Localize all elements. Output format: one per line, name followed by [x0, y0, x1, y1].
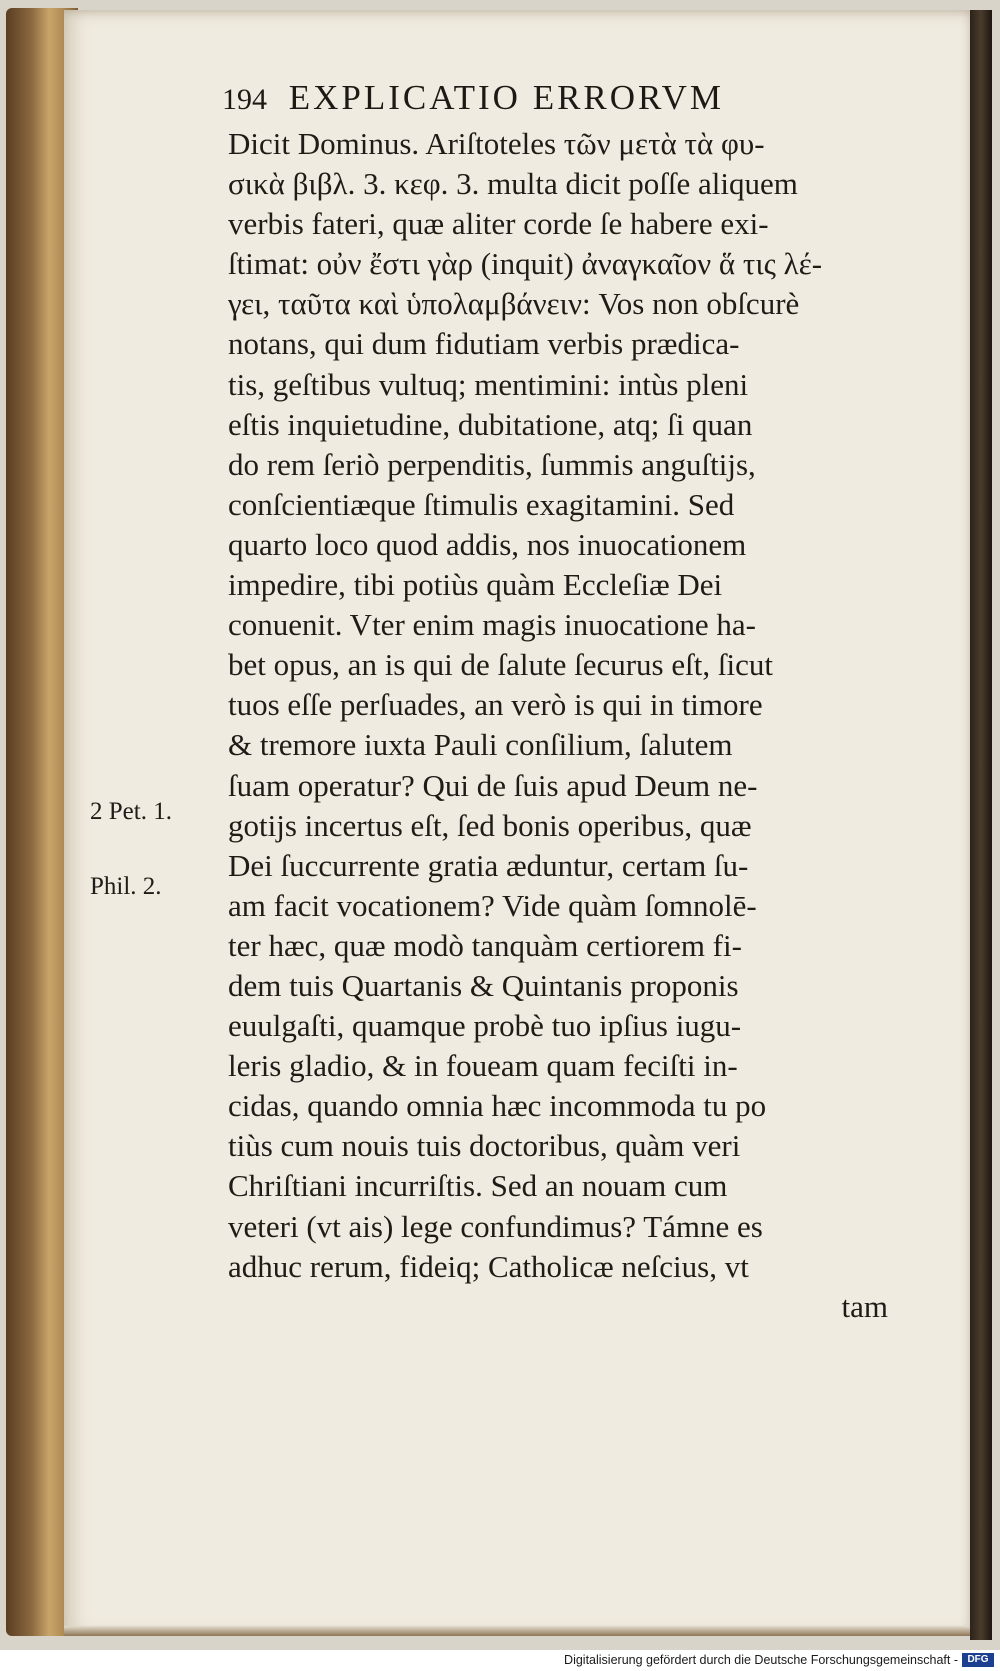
text-line: adhuc rerum, fideiq; Catholicæ neſcius, vt [228, 1248, 749, 1284]
text-line: dem tuis Quartanis & Quintanis proponis [228, 967, 739, 1003]
text-line: tiùs cum nouis tuis doctoribus, quàm veri [228, 1128, 741, 1164]
text-line: bet opus, an is qui de ſalute ſecurus eſt, ſicut [228, 647, 773, 683]
text-line: Dei ſuccurrente gratia æduntur, certam ſu- [228, 847, 749, 883]
text-line: impedire, tibi potiùs quàm Eccleſiæ Dei [228, 567, 723, 603]
text-line: conſcientiæque ſtimulis exagitamini. Sed [228, 486, 735, 522]
text-line: conuenit. Vter enim magis inuocatione ha- [228, 607, 756, 643]
running-title: EXPLICATIO ERRORVM [288, 78, 724, 117]
catchword: tam [841, 1288, 888, 1324]
dfg-logo: DFG [962, 1653, 994, 1667]
book-spine-shadow [970, 10, 992, 1640]
text-line: notans, qui dum fidutiam verbis prædica- [228, 326, 740, 362]
footer-bar [0, 1650, 1000, 1671]
text-line: eſtis inquietudine, dubitatione, atq; ſi quan [228, 406, 753, 442]
margin-note-pet: 2 Pet. 1. [90, 798, 172, 825]
text-line: tuos eſſe perſuades, an verò is qui in timore [228, 687, 763, 723]
margin-note-phil: Phil. 2. [90, 873, 162, 900]
text-line: & tremore iuxta Pauli conſilium, ſalutem [228, 727, 733, 763]
text-line: σικὰ βιβλ. 3. κεφ. 3. multa dicit poſſe aliquem [228, 166, 798, 202]
body-text [228, 124, 888, 1327]
text-line: quarto loco quod addis, nos inuocationem [228, 526, 747, 562]
text-line: euulgaſti, quamque probè tuo ipſius iugu- [228, 1008, 742, 1044]
page-bottom-edge [64, 1626, 976, 1636]
text-line: tis, geſtibus vultuq; mentimini: intùs pleni [228, 366, 749, 402]
page-number: 194 [222, 83, 267, 116]
text-line: do rem ſeriò perpenditis, ſummis anguſtijs, [228, 446, 756, 482]
text-line: ſtimat: οὐν ἔστι γὰρ (inquit) ἀναγκαῖον ἅ τις λέ- [228, 246, 823, 282]
text-line: veteri (vt ais) lege confundimus? Támne es [228, 1208, 763, 1244]
text-line: ſuam operatur? Qui de ſuis apud Deum ne- [228, 767, 758, 803]
text-line: ter hæc, quæ modò tanquàm certiorem fi- [228, 927, 742, 963]
text-line: leris gladio, & in foueam quam feciſti in- [228, 1048, 738, 1084]
text-line: Dicit Dominus. Ariſtoteles τῶν μετὰ τὰ φυ- [228, 126, 765, 161]
text-line: verbis fateri, quæ aliter corde ſe habere exi- [228, 206, 769, 242]
text-line: am facit vocationem? Vide quàm ſomnolē- [228, 887, 757, 923]
text-line: gotijs incertus eſt, ſed bonis operibus, quæ [228, 807, 752, 843]
text-line: Chriſtiani incurriſtis. Sed an nouam cum [228, 1168, 728, 1204]
text-line: cidas, quando omnia hæc incommoda tu po [228, 1088, 767, 1124]
footer-credit: Digitalisierung gefördert durch die Deutsche Forschungsgemeinschaft - [564, 1653, 958, 1667]
text-line: γει, ταῦτα καὶ ὑπολαμβάνειν: Vos non obſcurè [228, 286, 800, 322]
page-header [222, 78, 862, 118]
